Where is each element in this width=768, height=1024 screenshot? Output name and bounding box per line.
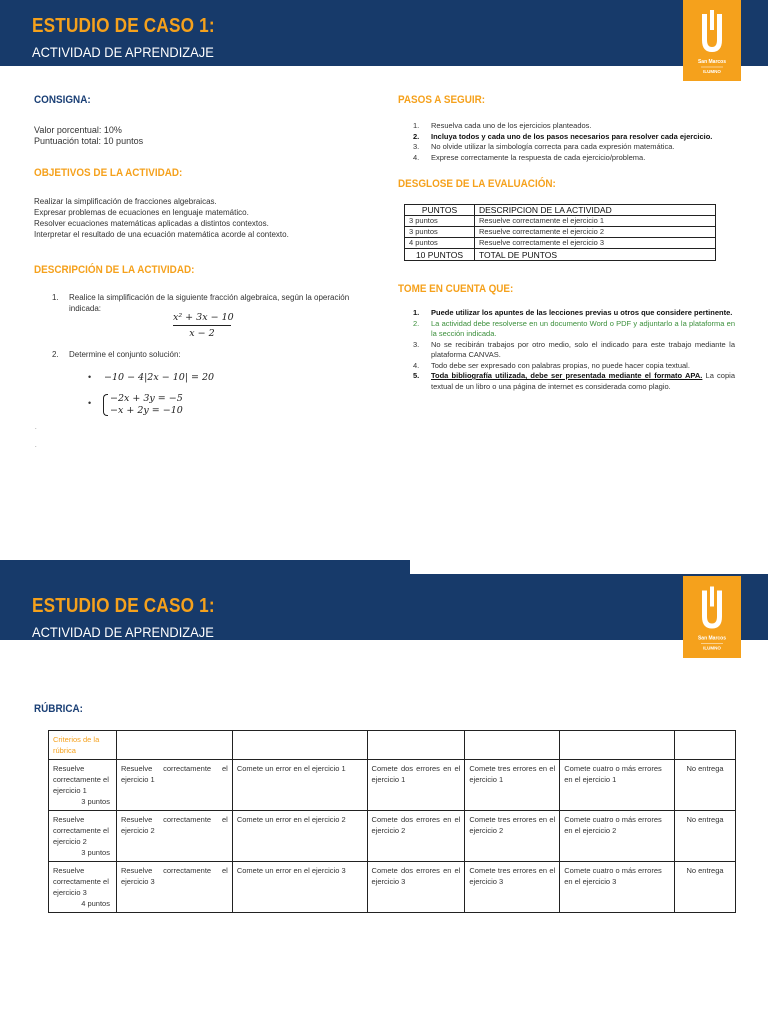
list-item: 2. La actividad debe resolverse en un documento Word o PDF y adjuntarlo a la plataforma en la sección indicada. (413, 318, 735, 338)
list-item: 2. Incluya todos y cada uno de los pasos necesarios para resolver cada ejercicio. (413, 131, 713, 141)
objetivo-line: Resolver ecuaciones matemáticas aplicadas a distintos contextos. (34, 219, 269, 228)
stray-mark: . (35, 425, 37, 431)
page-2 (0, 560, 768, 1024)
table-header-cell (560, 731, 675, 760)
tome-list (413, 308, 735, 392)
list-item: 1. Puede utilizar los apuntes de las lecciones previas u otros que considere pertinente. (413, 308, 733, 317)
fraction-numerator: x² + 3x − 10 (173, 312, 234, 323)
page-subtitle: ACTIVIDAD DE APRENDIZAJE (32, 624, 214, 640)
table-header-cell: PUNTOS (405, 205, 475, 216)
table-header-cell (232, 731, 367, 760)
tome-heading: TOME EN CUENTA QUE: (398, 283, 514, 295)
bullet: • (88, 398, 92, 408)
table-cell: Resuelve correctamente el ejercicio 1 (116, 760, 232, 811)
table-cell: Resuelve correctamente el ejercicio 3 (475, 238, 716, 249)
objetivo-line: Realizar la simplificación de fracciones algebraicas. (34, 197, 217, 206)
table-row (405, 227, 716, 238)
system-equation-2: −x + 2y = −10 (110, 405, 183, 416)
evaluation-breakdown-table (404, 204, 716, 261)
criteria-header: Criterios de la rúbrica (53, 735, 100, 755)
list-item: 4. Exprese correctamente la respuesta de cada ejercicio/problema. (413, 152, 646, 162)
page-header (0, 0, 768, 66)
university-logo (683, 0, 741, 81)
table-cell: No entrega (675, 811, 736, 862)
table-cell: Comete dos errores en el ejercicio 3 (367, 862, 465, 913)
table-cell: Comete tres errores en el ejercicio 2 (465, 811, 560, 862)
list-item: 3. No olvide utilizar la simbología correcta para cada expresión matemática. (413, 142, 675, 151)
table-cell: Comete cuatro o más errores en el ejercicio 2 (560, 811, 675, 862)
table-cell: No entrega (675, 862, 736, 913)
table-header-cell: DESCRIPCION DE LA ACTIVIDAD (475, 205, 716, 216)
system-equation-1: −2x + 3y = −5 (110, 393, 183, 404)
table-cell: No entrega (675, 760, 736, 811)
table-header-cell (367, 731, 465, 760)
svg-text:ILUMNO: ILUMNO (703, 69, 721, 74)
points-label: 4 puntos (81, 899, 110, 908)
algebraic-fraction (173, 312, 234, 339)
page-title: ESTUDIO DE CASO 1: (32, 15, 215, 37)
consigna-line: Valor porcentual: 10% (34, 125, 122, 135)
table-cell: Comete un error en el ejercicio 3 (232, 862, 367, 913)
pasos-list (413, 121, 733, 163)
objetivos-heading: OBJETIVOS DE LA ACTIVIDAD: (34, 167, 183, 179)
table-cell: Comete tres errores en el ejercicio 1 (465, 760, 560, 811)
objetivo-line: Interpretar el resultado de una ecuación matemática acorde al contexto. (34, 230, 289, 239)
list-item: 3. No se recibirán trabajos por otro medio, solo el indicado para este trabajo mediante la plataforma CANVAS. (413, 339, 735, 359)
absolute-value-equation: −10 − 4|2x − 10| = 20 (104, 372, 215, 383)
stray-mark: . (35, 443, 37, 449)
item-number: 1. (52, 293, 59, 302)
table-cell: Comete un error en el ejercicio 1 (232, 760, 367, 811)
page-subtitle: ACTIVIDAD DE APRENDIZAJE (32, 44, 214, 60)
table-header-row (405, 205, 716, 216)
item-number: 2. (52, 350, 59, 359)
table-cell: Comete dos errores en el ejercicio 2 (367, 811, 465, 862)
rubric-table (48, 730, 736, 913)
table-cell: Resuelve correctamente el ejercicio 3 (116, 862, 232, 913)
points-label: 3 puntos (81, 848, 110, 857)
svg-text:San Marcos: San Marcos (697, 59, 727, 65)
consigna-line: Puntuación total: 10 puntos (34, 136, 144, 146)
rubrica-heading: RÚBRICA: (34, 703, 83, 715)
top-band (0, 560, 410, 574)
system-brace (103, 394, 108, 416)
table-row (405, 238, 716, 249)
table-cell: Resuelve correctamente el ejercicio 1 3 puntos (49, 760, 117, 811)
fraction-denominator: x − 2 (189, 328, 215, 339)
page-title: ESTUDIO DE CASO 1: (32, 595, 215, 617)
desglose-heading: DESGLOSE DE LA EVALUACIÓN: (398, 178, 556, 190)
descripcion-heading: DESCRIPCIÓN DE LA ACTIVIDAD: (34, 264, 195, 276)
table-footer-row (405, 249, 716, 261)
table-header-cell (116, 731, 232, 760)
table-cell: 3 puntos (405, 227, 475, 238)
table-header-cell (675, 731, 736, 760)
page-header (0, 574, 768, 640)
table-cell: Resuelve correctamente el ejercicio 2 3 puntos (49, 811, 117, 862)
consigna-heading: CONSIGNA: (34, 94, 91, 106)
table-cell: Comete cuatro o más errores en el ejercicio 3 (560, 862, 675, 913)
descripcion-item-1-cont: indicada: (69, 304, 102, 313)
table-cell: 4 puntos (405, 238, 475, 249)
objetivo-line: Expresar problemas de ecuaciones en lenguaje matemático. (34, 208, 249, 217)
table-header-row (49, 731, 736, 760)
table-cell: Resuelve correctamente el ejercicio 2 (475, 227, 716, 238)
pasos-heading: PASOS A SEGUIR: (398, 94, 486, 106)
table-cell: Comete dos errores en el ejercicio 1 (367, 760, 465, 811)
list-item: 5. Toda bibliografía utilizada, debe ser presentada mediante el formato APA. La copia textual de un libro o una página de internet es considerada como plagio. (413, 371, 735, 391)
table-row (49, 862, 736, 913)
table-header-cell (49, 731, 117, 760)
descripcion-item-1: Realice la simplificación de la siguiente fracción algebraica, según la operación (69, 293, 350, 302)
bullet: • (88, 372, 92, 382)
table-row (49, 760, 736, 811)
table-cell: Resuelve correctamente el ejercicio 1 (475, 216, 716, 227)
table-cell: Resuelve correctamente el ejercicio 3 4 puntos (49, 862, 117, 913)
svg-text:San Marcos: San Marcos (697, 635, 727, 642)
points-label: 3 puntos (81, 797, 110, 806)
table-cell: TOTAL DE PUNTOS (475, 249, 716, 261)
table-cell: 10 PUNTOS (405, 249, 475, 261)
university-logo (683, 576, 741, 658)
table-cell: Comete cuatro o más errores en el ejercicio 1 (560, 760, 675, 811)
table-cell: 3 puntos (405, 216, 475, 227)
table-cell: Comete un error en el ejercicio 2 (232, 811, 367, 862)
table-cell: Resuelve correctamente el ejercicio 2 (116, 811, 232, 862)
table-cell: Comete tres errores en el ejercicio 3 (465, 862, 560, 913)
table-row (405, 216, 716, 227)
descripcion-item-2: Determine el conjunto solución: (69, 350, 181, 359)
table-row (49, 811, 736, 862)
list-item: 1. Resuelva cada uno de los ejercicios planteados. (413, 121, 592, 130)
table-header-cell (465, 731, 560, 760)
svg-text:ILUMNO: ILUMNO (703, 645, 721, 651)
list-item: 4. Todo debe ser expresado con palabras propias, no puede hacer copia textual. (413, 360, 690, 370)
